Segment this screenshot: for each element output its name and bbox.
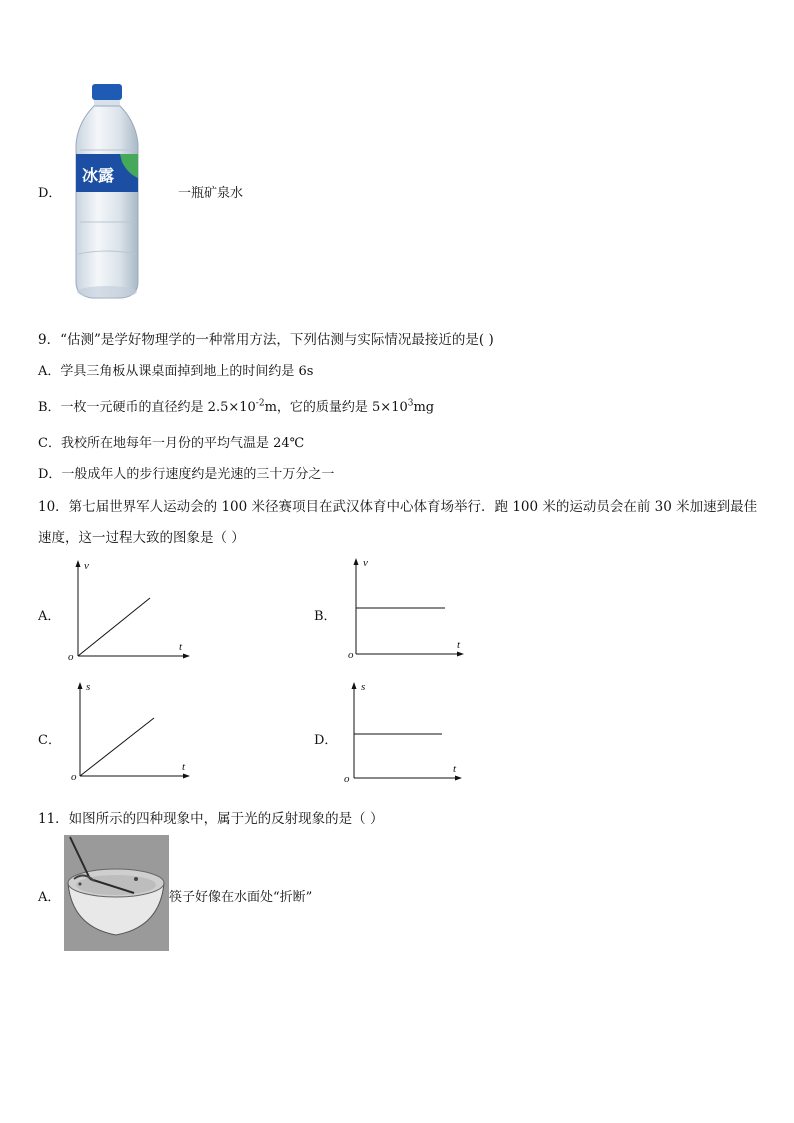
q9-option-b-part3: mg xyxy=(413,400,435,415)
graph-c-origin: o xyxy=(71,771,77,783)
graph-a xyxy=(64,558,194,662)
q9-stem: 9．“估测”是学好物理学的一种常用方法，下列估测与实际情况最接近的是( ) xyxy=(38,332,494,348)
q11-option-a-caption: 筷子好像在水面处“折断” xyxy=(169,890,313,905)
q10-stem-line1: 10．第七届世界军人运动会的 100 米径赛项目在武汉体育中心体育场举行．跑 100 米的运动员会在前 30 米加速到最佳 xyxy=(38,499,758,515)
chopsticks-bowl-image xyxy=(64,835,169,951)
bottle-brand-text: 冰露 xyxy=(82,166,115,185)
q9-option-c: C．我校所在地每年一月份的平均气温是 24℃ xyxy=(38,436,305,451)
graph-c xyxy=(66,680,196,784)
q9-option-b-sup1: -2 xyxy=(255,398,265,409)
graph-c-line xyxy=(80,718,154,776)
water-bottle-image xyxy=(72,82,154,304)
graph-c-label: C． xyxy=(38,733,61,748)
graph-d-y-label: s xyxy=(361,681,366,693)
graph-a-y-label: v xyxy=(84,560,89,572)
q11-stem: 11．如图所示的四种现象中，属于光的反射现象的是（ ） xyxy=(38,811,384,827)
graph-a-origin: o xyxy=(68,651,74,662)
graph-b-y-label: v xyxy=(363,557,368,569)
graph-d-x-label: t xyxy=(453,763,457,775)
graph-a-line xyxy=(78,598,150,656)
graph-c-y-label: s xyxy=(86,681,91,693)
graph-a-x-label: t xyxy=(179,641,183,653)
q9-option-b-part1: B．一枚一元硬币的直径约是 2.5×10 xyxy=(38,400,256,415)
q9-option-b xyxy=(38,396,434,415)
q8-option-d-caption: 一瓶矿泉水 xyxy=(178,186,244,201)
q10-stem-line2: 速度，这一过程大致的图象是（ ） xyxy=(38,530,245,546)
graph-d-origin: o xyxy=(344,773,350,784)
graph-d-label: D． xyxy=(314,733,338,748)
graph-b xyxy=(342,556,472,660)
q9-option-a: A．学具三角板从课桌面掉到地上的时间约是 6s xyxy=(38,364,314,379)
graph-a-label: A． xyxy=(38,609,61,624)
graph-b-label: B． xyxy=(314,609,337,624)
q9-option-d: D．一般成年人的步行速度约是光速的三十万分之一 xyxy=(38,467,335,482)
q11-option-a-label: A． xyxy=(38,890,61,905)
q9-option-b-sup2: 3 xyxy=(407,398,414,409)
graph-b-origin: o xyxy=(348,649,354,660)
q9-option-b-part2: m，它的质量约是 5×10 xyxy=(264,400,408,415)
q8-option-d-label: D． xyxy=(38,186,62,201)
graph-c-x-label: t xyxy=(182,761,186,773)
graph-d xyxy=(340,680,470,784)
graph-b-x-label: t xyxy=(457,639,461,651)
